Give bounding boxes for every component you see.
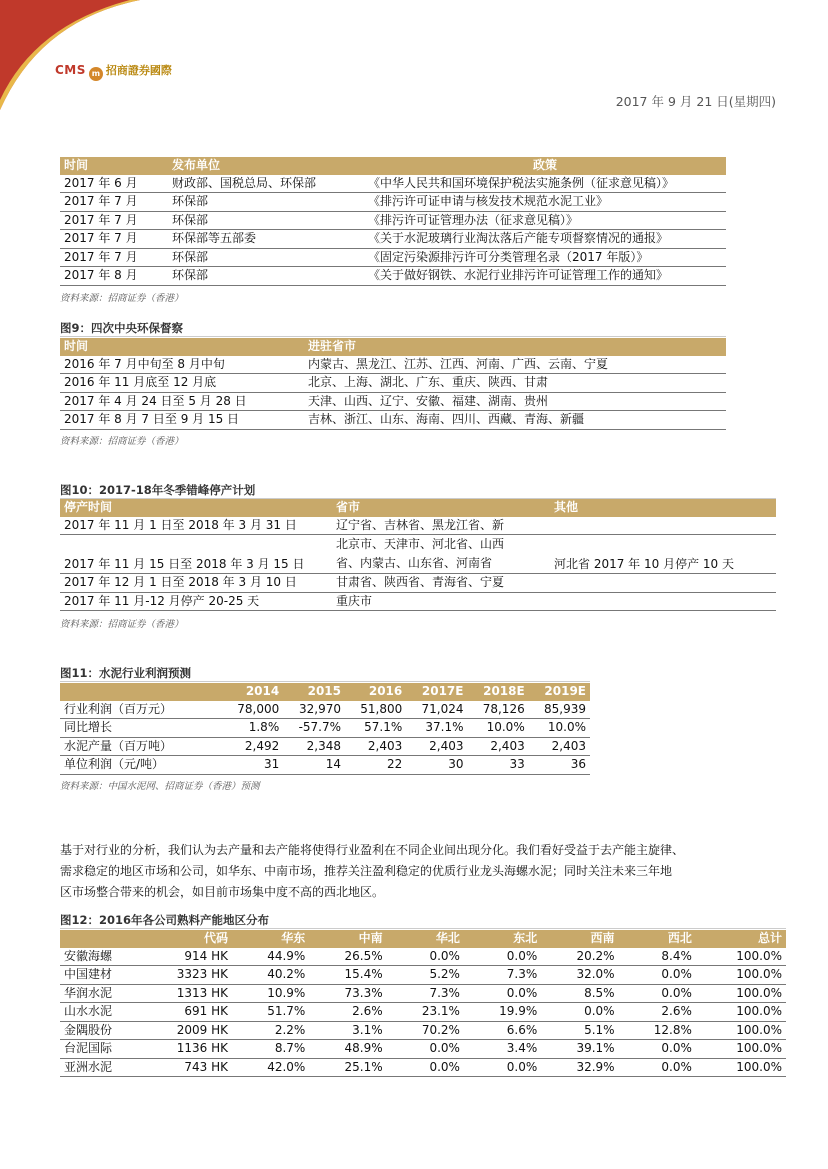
table-cell: 100.0% [696, 948, 786, 966]
paragraph-line: 区市场整合带来的机会，如目前市场集中度不高的西北地区。 [60, 885, 385, 899]
table-cell: 安徽海螺 [60, 948, 140, 966]
table-cell: 20.2% [541, 948, 618, 966]
table-row [60, 719, 590, 738]
column-header: 时间 [60, 157, 168, 175]
table-cell: 中国建材 [60, 966, 140, 985]
column-header: 2016 [345, 683, 406, 701]
table-cell: 2017 年 4 月 24 日至 5 月 28 日 [60, 392, 304, 411]
table-cell: 19.9% [464, 1003, 541, 1022]
table-cell: 2,403 [529, 737, 590, 756]
table-cell: 环保部等五部委 [168, 230, 364, 249]
table-cell: 3.4% [464, 1040, 541, 1059]
table-cell: 51,800 [345, 701, 406, 719]
table-cell: 33 [467, 756, 528, 775]
table-cell: 0.0% [541, 1003, 618, 1022]
table-cell: 32,970 [283, 701, 345, 719]
column-header: 2019E [529, 683, 590, 701]
table-cell: 10.0% [529, 719, 590, 738]
column-header: 政策 [364, 157, 726, 175]
table-cell: 14 [283, 756, 345, 775]
table-cell: 内蒙古、黑龙江、江苏、江西、河南、广西、云南、宁夏 [304, 356, 726, 374]
table-cell: 12.8% [619, 1021, 696, 1040]
table-cell: 57.1% [345, 719, 406, 738]
table-row [60, 211, 726, 230]
cell-line: 省、内蒙古、山东省、河南省 [336, 556, 493, 570]
table-cell: 环保部 [168, 267, 364, 286]
column-header: 西北 [619, 930, 696, 948]
table-cell: 《关于做好钢铁、水泥行业排污许可证管理工作的通知》 [364, 267, 726, 286]
shutdown-table [60, 499, 776, 611]
source-note: 资料来源：招商证券（香港） [60, 436, 184, 447]
table-cell: 2017 年 11 月 15 日至 2018 年 3 月 15 日 [60, 535, 332, 574]
table-cell: 100.0% [696, 1058, 786, 1077]
column-header [60, 930, 140, 948]
table-cell: 2017 年 6 月 [60, 175, 168, 193]
table-cell: 河北省 2017 年 10 月停产 10 天 [550, 535, 776, 574]
table-cell: 743 HK [140, 1058, 232, 1077]
table-cell: 0.0% [464, 984, 541, 1003]
table-cell: 691 HK [140, 1003, 232, 1022]
table-cell: 3.1% [309, 1021, 386, 1040]
table-row [60, 984, 786, 1003]
table-cell: 7.3% [387, 984, 464, 1003]
table-cell: 6.6% [464, 1021, 541, 1040]
table-cell: 环保部 [168, 193, 364, 212]
table-cell: 2017 年 7 月 [60, 230, 168, 249]
table-cell: 0.0% [387, 948, 464, 966]
table-cell: 31 [222, 756, 283, 775]
table-cell: 2016 年 11 月底至 12 月底 [60, 374, 304, 393]
table-cell: 亚洲水泥 [60, 1058, 140, 1077]
table-cell: 10.9% [232, 984, 309, 1003]
table-cell: 《关于水泥玻璃行业淘汰落后产能专项督察情况的通报》 [364, 230, 726, 249]
table-cell: 5.2% [387, 966, 464, 985]
table-row [60, 737, 590, 756]
logo-cms-text: CMS [55, 63, 86, 77]
table-cell: 8.7% [232, 1040, 309, 1059]
table-cell: 100.0% [696, 1021, 786, 1040]
table-cell: 100.0% [696, 1003, 786, 1022]
table-cell: 25.1% [309, 1058, 386, 1077]
logo-badge-icon: m [89, 67, 103, 81]
figure-title: 图11：水泥行业利润预测 [60, 665, 590, 682]
corner-swoosh-decoration [0, 0, 140, 120]
table-cell: 吉林、浙江、山东、海南、四川、西藏、青海、新疆 [304, 411, 726, 430]
table-cell: 51.7% [232, 1003, 309, 1022]
table-row [60, 411, 726, 430]
table-cell: 《固定污染源排污许可分类管理名录（2017 年版）》 [364, 248, 726, 267]
column-header: 华北 [387, 930, 464, 948]
table-header-row [60, 930, 786, 948]
table-cell: 金隅股份 [60, 1021, 140, 1040]
table-cell: 40.2% [232, 966, 309, 985]
column-header: 总计 [696, 930, 786, 948]
table-cell: 5.1% [541, 1021, 618, 1040]
table-row [60, 230, 726, 249]
column-header: 省市 [332, 499, 550, 517]
table-cell: 2,492 [222, 737, 283, 756]
table-header-row [60, 499, 776, 517]
table-cell: 78,000 [222, 701, 283, 719]
table-cell: 2,403 [406, 737, 467, 756]
table-cell: 单位利润（元/吨） [60, 756, 222, 775]
column-header: 华东 [232, 930, 309, 948]
table-cell: 42.0% [232, 1058, 309, 1077]
table-row [60, 193, 726, 212]
table-cell: 1.8% [222, 719, 283, 738]
table-cell: 44.9% [232, 948, 309, 966]
table-row [60, 1003, 786, 1022]
table-row [60, 374, 726, 393]
company-logo [55, 62, 172, 81]
table-cell: 1136 HK [140, 1040, 232, 1059]
table-cell: 山水水泥 [60, 1003, 140, 1022]
column-header: 2018E [467, 683, 528, 701]
table-row [60, 1058, 786, 1077]
table-cell: 0.0% [619, 1058, 696, 1077]
table-header-row [60, 157, 726, 175]
table-cell: 1313 HK [140, 984, 232, 1003]
table-cell: 财政部、国税总局、环保部 [168, 175, 364, 193]
table-cell: 30 [406, 756, 467, 775]
table-cell: 48.9% [309, 1040, 386, 1059]
column-header: 时间 [60, 338, 304, 356]
table-row [60, 574, 776, 593]
table-cell: 天津、山西、辽宁、安徽、福建、湖南、贵州 [304, 392, 726, 411]
table-cell [550, 592, 776, 611]
table-cell: 0.0% [464, 1058, 541, 1077]
column-header: 西南 [541, 930, 618, 948]
report-date: 2017 年 9 月 21 日(星期四) [615, 94, 776, 109]
table-cell: 22 [345, 756, 406, 775]
table-cell: 100.0% [696, 984, 786, 1003]
table-cell: 36 [529, 756, 590, 775]
table-cell: 23.1% [387, 1003, 464, 1022]
table-cell: 100.0% [696, 1040, 786, 1059]
column-header: 其他 [550, 499, 776, 517]
table-cell: 0.0% [387, 1040, 464, 1059]
table-cell: 73.3% [309, 984, 386, 1003]
table-cell: -57.7% [283, 719, 345, 738]
table-cell: 0.0% [464, 948, 541, 966]
table-row [60, 1040, 786, 1059]
table-header-row [60, 683, 590, 701]
table-cell: 2017 年 11 月-12 月停产 20-25 天 [60, 592, 332, 611]
profit-forecast-table [60, 683, 590, 775]
table-cell: 71,024 [406, 701, 467, 719]
table-cell: 0.0% [619, 966, 696, 985]
column-header: 发布单位 [168, 157, 364, 175]
table-cell: 辽宁省、吉林省、黑龙江省、新 [332, 517, 550, 535]
table-cell: 2017 年 8 月 7 日至 9 月 15 日 [60, 411, 304, 430]
table-cell: 2017 年 7 月 [60, 211, 168, 230]
analysis-paragraph [60, 840, 780, 903]
table-row [60, 267, 726, 286]
table-cell: 8.4% [619, 948, 696, 966]
table-cell [550, 574, 776, 593]
table-cell: 2017 年 7 月 [60, 193, 168, 212]
table-cell: 7.3% [464, 966, 541, 985]
table-cell: 70.2% [387, 1021, 464, 1040]
table-cell: 32.9% [541, 1058, 618, 1077]
table-row [60, 701, 590, 719]
table-cell: 2017 年 7 月 [60, 248, 168, 267]
table-cell: 水泥产量（百万吨） [60, 737, 222, 756]
table-cell: 2.2% [232, 1021, 309, 1040]
table-row [60, 535, 776, 574]
table-cell: 8.5% [541, 984, 618, 1003]
table-cell: 2,403 [467, 737, 528, 756]
column-header: 代码 [140, 930, 232, 948]
table-cell: 同比增长 [60, 719, 222, 738]
table-cell: 15.4% [309, 966, 386, 985]
column-header: 停产时间 [60, 499, 332, 517]
figure-title: 图10：2017-18年冬季错峰停产计划 [60, 482, 776, 499]
table-row [60, 1021, 786, 1040]
table-cell: 78,126 [467, 701, 528, 719]
table-header-row [60, 338, 726, 356]
column-header [60, 683, 222, 701]
table-cell: 2017 年 12 月 1 日至 2018 年 3 月 10 日 [60, 574, 332, 593]
table-cell: 华润水泥 [60, 984, 140, 1003]
table-cell: 环保部 [168, 248, 364, 267]
table-cell: 台泥国际 [60, 1040, 140, 1059]
table-row [60, 966, 786, 985]
table-cell: 3323 HK [140, 966, 232, 985]
table-cell: 2.6% [309, 1003, 386, 1022]
table-cell: 37.1% [406, 719, 467, 738]
column-header: 进驻省市 [304, 338, 726, 356]
figure-title: 图9：四次中央环保督察 [60, 320, 726, 337]
table-cell: 《排污许可证申请与核发技术规范水泥工业》 [364, 193, 726, 212]
table-cell: 2,403 [345, 737, 406, 756]
column-header: 2017E [406, 683, 467, 701]
source-note: 资料来源：中国水泥网、招商证券（香港）预测 [60, 781, 260, 792]
table-cell: 0.0% [619, 984, 696, 1003]
table-row [60, 175, 726, 193]
column-header: 东北 [464, 930, 541, 948]
table-cell [332, 535, 550, 574]
table-cell: 2017 年 11 月 1 日至 2018 年 3 月 31 日 [60, 517, 332, 535]
table-row [60, 356, 726, 374]
paragraph-line: 基于对行业的分析，我们认为去产量和去产能将使得行业盈利在不同企业间出现分化。我们看好受益于去产能主旋律、 [60, 843, 685, 857]
table-cell: 0.0% [387, 1058, 464, 1077]
table-cell: 85,939 [529, 701, 590, 719]
table-cell: 北京、上海、湖北、广东、重庆、陕西、甘肃 [304, 374, 726, 393]
logo-company-name: 招商證券國際 [105, 64, 172, 77]
column-header: 2015 [283, 683, 345, 701]
cell-line: 北京市、天津市、河北省、山西 [336, 537, 505, 551]
inspection-table [60, 338, 726, 430]
capacity-distribution-table [60, 930, 786, 1077]
source-note: 资料来源：招商证券（香港） [60, 619, 184, 630]
table-cell: 100.0% [696, 966, 786, 985]
table-cell: 《中华人民共和国环境保护税法实施条例（征求意见稿）》 [364, 175, 726, 193]
column-header: 2014 [222, 683, 283, 701]
table-cell: 甘肃省、陕西省、青海省、宁夏 [332, 574, 550, 593]
table-cell: 0.0% [619, 1040, 696, 1059]
table-row [60, 392, 726, 411]
table-cell: 环保部 [168, 211, 364, 230]
table-row [60, 948, 786, 966]
policy-table [60, 157, 726, 286]
table-cell: 2009 HK [140, 1021, 232, 1040]
table-cell: 2,348 [283, 737, 345, 756]
table-cell: 39.1% [541, 1040, 618, 1059]
figure-title: 图12：2016年各公司熟料产能地区分布 [60, 912, 786, 929]
table-row [60, 517, 776, 535]
table-cell: 914 HK [140, 948, 232, 966]
table-row [60, 592, 776, 611]
table-row [60, 248, 726, 267]
table-cell: 32.0% [541, 966, 618, 985]
table-cell: 26.5% [309, 948, 386, 966]
column-header: 中南 [309, 930, 386, 948]
table-cell: 重庆市 [332, 592, 550, 611]
table-cell: 行业利润（百万元） [60, 701, 222, 719]
table-cell: 2.6% [619, 1003, 696, 1022]
table-cell: 《排污许可证管理办法（征求意见稿）》 [364, 211, 726, 230]
paragraph-line: 需求稳定的地区市场和公司，如华东、中南市场，推荐关注盈利稳定的优质行业龙头海螺水泥；同时关注未来三年地 [60, 864, 673, 878]
table-cell: 10.0% [467, 719, 528, 738]
table-cell: 2017 年 8 月 [60, 267, 168, 286]
table-cell [550, 517, 776, 535]
table-cell: 2016 年 7 月中旬至 8 月中旬 [60, 356, 304, 374]
source-note: 资料来源：招商证券（香港） [60, 293, 184, 304]
table-row [60, 756, 590, 775]
